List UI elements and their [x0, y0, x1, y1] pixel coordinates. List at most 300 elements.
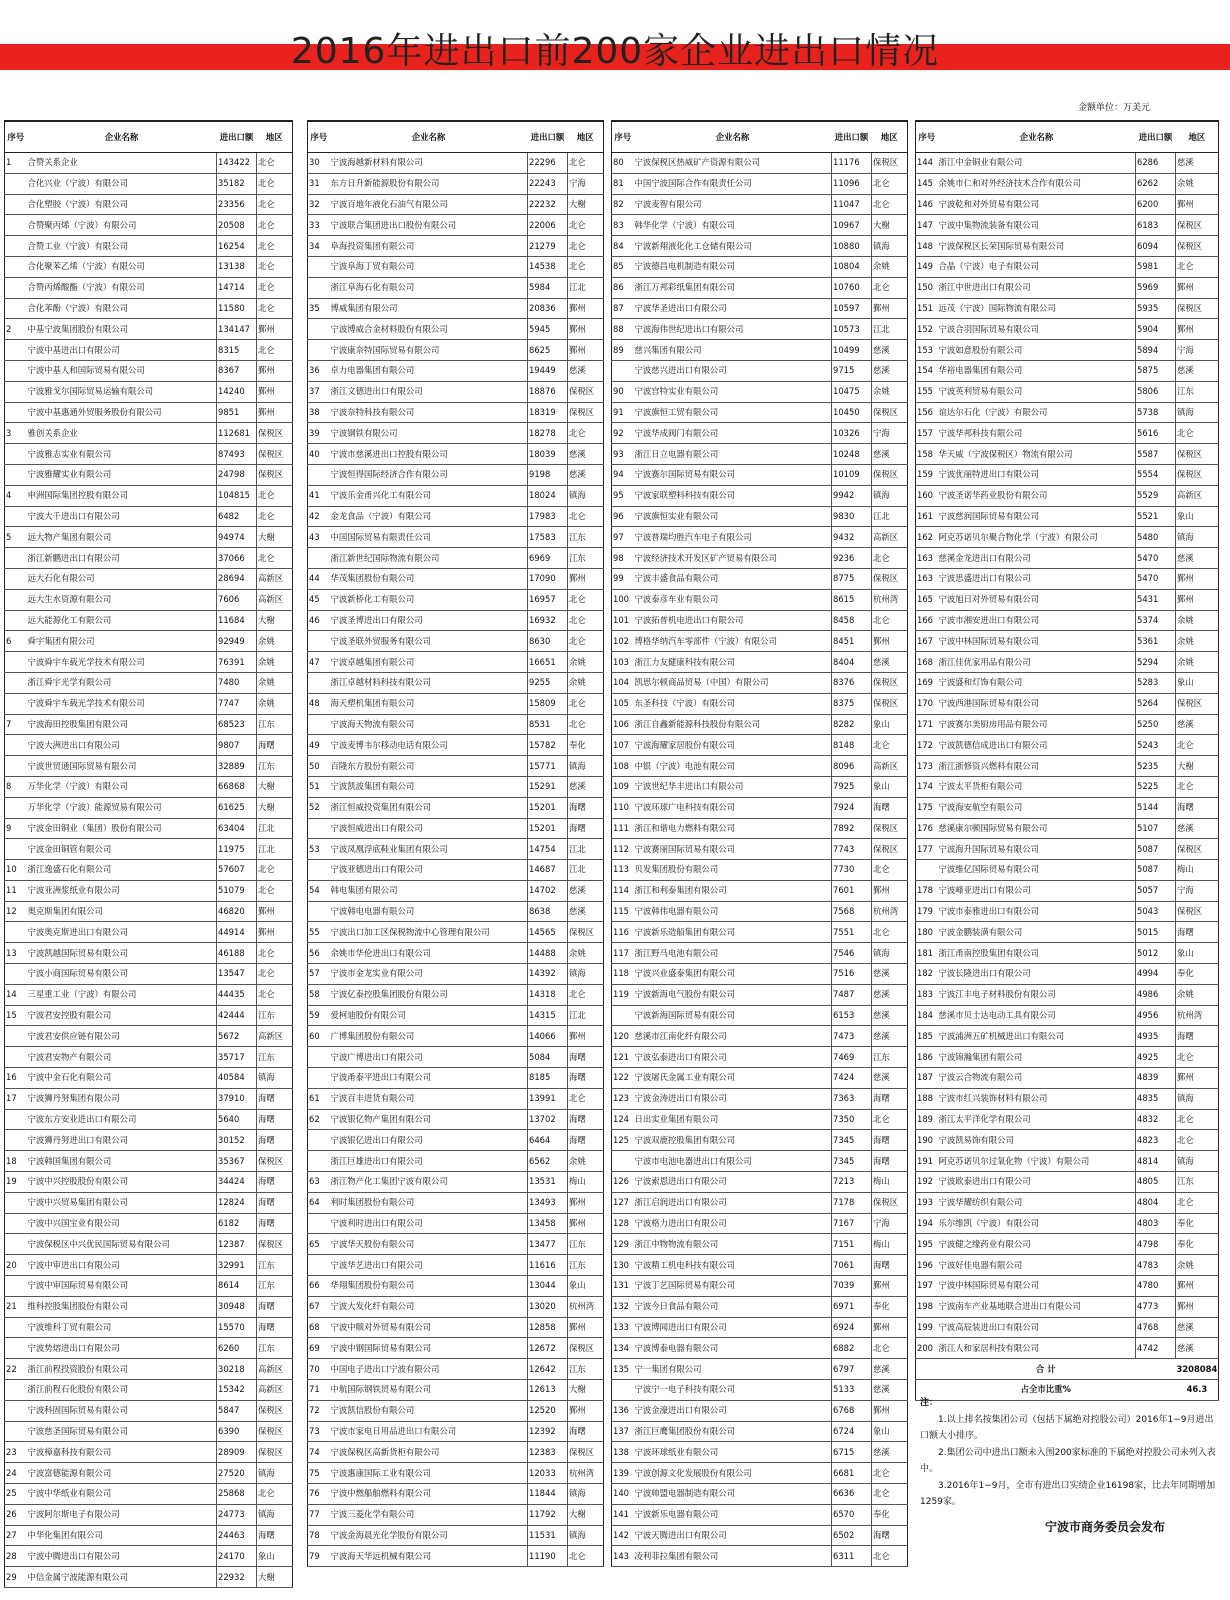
company-cell: 合化聚苯乙烯（宁波）有限公司	[27, 256, 217, 277]
company-cell: 宁波市慈溪进出口控股有限公司	[330, 444, 528, 465]
company-cell: 浙江恒威投资集团有限公司	[330, 797, 528, 818]
value-cell: 5057	[1136, 880, 1176, 901]
region-cell: 慈溪	[872, 1442, 908, 1463]
value-cell: 25868	[217, 1484, 257, 1505]
region-cell: 慈溪	[568, 901, 604, 922]
value-cell: 4783	[1136, 1255, 1176, 1276]
rank-cell	[5, 506, 27, 527]
rank-cell: 154	[916, 360, 938, 381]
value-cell: 4839	[1136, 1068, 1176, 1089]
rank-cell: 192	[916, 1172, 938, 1193]
value-cell: 13138	[217, 256, 257, 277]
table-row	[308, 319, 604, 340]
rank-cell	[5, 402, 27, 423]
value-cell: 12387	[217, 1234, 257, 1255]
value-cell: 27520	[217, 1463, 257, 1484]
region-cell: 余姚	[1176, 631, 1219, 652]
value-cell: 8282	[832, 714, 872, 735]
company-cell: 远大能源化工有限公司	[27, 610, 217, 631]
rank-cell: 167	[916, 631, 938, 652]
table-row	[612, 818, 908, 839]
region-cell: 北仑	[1176, 735, 1219, 756]
region-cell: 江北	[568, 839, 604, 860]
company-cell: 宁波中金石化有限公司	[27, 1068, 217, 1089]
region-cell: 宁海	[568, 173, 604, 194]
rank-cell	[5, 568, 27, 589]
table-row	[308, 776, 604, 797]
region-cell: 奉化	[872, 1504, 908, 1525]
region-cell: 高新区	[257, 589, 293, 610]
region-cell: 慈溪	[872, 360, 908, 381]
region-cell: 保税区	[1176, 298, 1219, 319]
region-cell: 余姚	[568, 1151, 604, 1172]
value-cell: 24170	[217, 1546, 257, 1567]
table-row	[5, 1172, 293, 1193]
region-cell: 保税区	[872, 818, 908, 839]
rank-cell	[916, 860, 938, 881]
rank-cell: 81	[612, 173, 634, 194]
rank-cell: 21	[5, 1296, 27, 1317]
value-cell: 11792	[528, 1504, 568, 1525]
rank-cell: 83	[612, 215, 634, 236]
table-row	[5, 943, 293, 964]
value-cell: 24773	[217, 1504, 257, 1525]
company-cell: 万华化学（宁波）有限公司	[27, 776, 217, 797]
company-cell: 宁波市金龙实业有限公司	[330, 964, 528, 985]
rank-cell	[5, 381, 27, 402]
table-row	[308, 901, 604, 922]
table-row	[612, 1026, 908, 1047]
table-row	[308, 756, 604, 777]
rank-cell: 120	[612, 1026, 634, 1047]
value-cell: 7424	[832, 1068, 872, 1089]
company-cell: 宁波云合物流有限公司	[938, 1068, 1136, 1089]
table-row	[5, 1255, 293, 1276]
company-cell: 宁波小商国际贸易有限公司	[27, 964, 217, 985]
table-row	[612, 652, 908, 673]
value-cell: 92949	[217, 631, 257, 652]
value-cell: 14538	[528, 256, 568, 277]
value-cell: 5894	[1136, 340, 1176, 361]
table-row	[308, 1380, 604, 1401]
table-row	[916, 319, 1219, 340]
company-cell: 宁波健之缘药业有限公司	[938, 1234, 1136, 1255]
company-cell: 宁波雅志实业有限公司	[27, 444, 217, 465]
header-name: 企业名称	[938, 121, 1136, 153]
company-cell: 宁波凯德信成进出口有限公司	[938, 735, 1136, 756]
table-row	[612, 485, 908, 506]
region-cell: 保税区	[872, 153, 908, 174]
rank-cell	[5, 1130, 27, 1151]
rank-cell: 1	[5, 153, 27, 174]
region-cell: 北仑	[257, 860, 293, 881]
table-row	[308, 880, 604, 901]
value-cell: 6768	[832, 1400, 872, 1421]
region-cell: 镇海	[257, 1463, 293, 1484]
table-row	[308, 1463, 604, 1484]
rank-cell	[308, 714, 330, 735]
header-value: 进出口额	[832, 121, 872, 153]
value-cell: 15771	[528, 756, 568, 777]
company-cell: 宁波新海国际贸易有限公司	[634, 1005, 832, 1026]
company-cell: 宁波海耀家居股份有限公司	[634, 735, 832, 756]
table-row	[612, 527, 908, 548]
table-row	[612, 1463, 908, 1484]
company-cell: 宁波宁一电子科技有限公司	[634, 1380, 832, 1401]
company-cell: 宁波君安物产有限公司	[27, 1047, 217, 1068]
region-cell: 江东	[872, 1047, 908, 1068]
rank-cell: 174	[916, 776, 938, 797]
rank-cell: 42	[308, 506, 330, 527]
table-row	[916, 631, 1219, 652]
table-row	[612, 548, 908, 569]
rank-cell: 28	[5, 1546, 27, 1567]
table-row	[308, 1504, 604, 1525]
region-cell: 江东	[568, 1234, 604, 1255]
value-cell: 9432	[832, 527, 872, 548]
region-cell: 海曙	[872, 797, 908, 818]
rank-cell: 99	[612, 568, 634, 589]
rank-cell: 136	[612, 1400, 634, 1421]
region-cell: 北仑	[1176, 776, 1219, 797]
rank-cell: 149	[916, 256, 938, 277]
value-cell: 22232	[528, 194, 568, 215]
company-cell: 宁波索恩进出口有限公司	[634, 1172, 832, 1193]
value-cell: 14318	[528, 984, 568, 1005]
header-no: 序号	[612, 121, 634, 153]
region-cell: 大榭	[257, 527, 293, 548]
table-row	[5, 444, 293, 465]
region-cell: 保税区	[568, 1338, 604, 1359]
rank-cell: 124	[612, 1109, 634, 1130]
region-cell: 江东	[1176, 1172, 1219, 1193]
region-cell: 镇海	[872, 485, 908, 506]
value-cell: 37910	[217, 1088, 257, 1109]
table-column-2	[307, 120, 604, 1567]
region-cell: 保税区	[1176, 215, 1219, 236]
table-row	[916, 215, 1219, 236]
region-cell: 保税区	[1176, 901, 1219, 922]
rank-cell: 162	[916, 527, 938, 548]
value-cell: 6390	[217, 1421, 257, 1442]
value-cell: 6681	[832, 1463, 872, 1484]
table-row	[612, 506, 908, 527]
table-row	[612, 1442, 908, 1463]
company-cell: 宁波恒威进出口有限公司	[330, 818, 528, 839]
rank-cell: 31	[308, 173, 330, 194]
rank-cell: 125	[612, 1130, 634, 1151]
company-cell: 宁波中兴控股股份有限公司	[27, 1172, 217, 1193]
value-cell: 9236	[832, 548, 872, 569]
rank-cell: 133	[612, 1317, 634, 1338]
rank-cell: 168	[916, 652, 938, 673]
company-cell: 宁波金田铜管有限公司	[27, 839, 217, 860]
value-cell: 14240	[217, 381, 257, 402]
region-cell: 江北	[568, 1005, 604, 1026]
rank-cell	[5, 1234, 27, 1255]
value-cell: 14392	[528, 964, 568, 985]
company-cell: 宁波大千进出口有限公司	[27, 506, 217, 527]
region-cell: 北仑	[872, 860, 908, 881]
region-cell: 梅山	[872, 1234, 908, 1255]
rank-cell: 113	[612, 860, 634, 881]
company-cell: 中信金属宁波能源有限公司	[27, 1567, 217, 1588]
table-row	[5, 589, 293, 610]
company-cell: 宁波世贸通国际贸易有限公司	[27, 756, 217, 777]
rank-cell: 106	[612, 714, 634, 735]
region-cell: 北仑	[568, 506, 604, 527]
region-cell: 余姚	[1176, 652, 1219, 673]
company-cell: 申洲国际集团控股有限公司	[27, 485, 217, 506]
value-cell: 4742	[1136, 1338, 1176, 1359]
rank-cell: 43	[308, 527, 330, 548]
region-cell: 慈溪	[872, 1359, 908, 1380]
region-cell: 慈溪	[568, 464, 604, 485]
company-cell: 宁波华耀纺织有限公司	[938, 1192, 1136, 1213]
region-cell: 北仑	[872, 735, 908, 756]
region-cell: 江北	[568, 277, 604, 298]
company-cell: 宁波旗恒工贸有限公司	[634, 402, 832, 423]
region-cell: 保税区	[1176, 236, 1219, 257]
rank-cell: 17	[5, 1088, 27, 1109]
company-cell: 宁波华成阀门有限公司	[634, 423, 832, 444]
value-cell: 14565	[528, 922, 568, 943]
rank-cell: 101	[612, 610, 634, 631]
region-cell: 鄞州	[872, 1276, 908, 1297]
company-cell: 宁波舜宇车载光学技术有限公司	[27, 693, 217, 714]
region-cell: 保税区	[257, 423, 293, 444]
table-header-row	[5, 121, 293, 153]
region-cell: 海曙	[872, 1255, 908, 1276]
company-cell: 谊达尔石化（宁波）有限公司	[938, 402, 1136, 423]
region-cell: 高新区	[257, 1026, 293, 1047]
table-row	[5, 1234, 293, 1255]
value-cell: 8614	[217, 1276, 257, 1297]
value-cell: 87493	[217, 444, 257, 465]
company-cell: 浙江中金铜业有限公司	[938, 153, 1136, 174]
region-cell: 慈溪	[872, 984, 908, 1005]
company-cell: 远茂（宁波）国际物流有限公司	[938, 298, 1136, 319]
company-cell: 百隆东方股份有限公司	[330, 756, 528, 777]
rank-cell: 146	[916, 194, 938, 215]
region-cell: 鄞州	[1176, 589, 1219, 610]
region-cell: 宁海	[1176, 880, 1219, 901]
value-cell: 4986	[1136, 984, 1176, 1005]
rank-cell: 134	[612, 1338, 634, 1359]
value-cell: 8638	[528, 901, 568, 922]
region-cell: 余姚	[257, 693, 293, 714]
value-cell: 11096	[832, 173, 872, 194]
rank-cell: 100	[612, 589, 634, 610]
region-cell: 余姚	[568, 943, 604, 964]
table-row	[5, 194, 293, 215]
company-cell: 浙江阜海石化有限公司	[330, 277, 528, 298]
value-cell: 10760	[832, 277, 872, 298]
rank-cell: 10	[5, 860, 27, 881]
company-cell: 宁波市湘安进出口有限公司	[938, 610, 1136, 631]
rank-cell: 158	[916, 444, 938, 465]
table-row	[308, 381, 604, 402]
value-cell: 7167	[832, 1213, 872, 1234]
rank-cell: 12	[5, 901, 27, 922]
company-cell: 宁波中基人和国际贸易有限公司	[27, 360, 217, 381]
rank-cell	[5, 1192, 27, 1213]
note-item: 2.集团公司中进出口额未入围200家标准的下属绝对控股公司未列入表中。	[920, 1448, 1216, 1474]
region-cell: 象山	[1176, 943, 1219, 964]
rank-cell: 26	[5, 1504, 27, 1525]
value-cell: 34424	[217, 1172, 257, 1193]
rank-cell: 85	[612, 256, 634, 277]
table-row	[5, 964, 293, 985]
value-cell: 10967	[832, 215, 872, 236]
region-cell: 镇海	[568, 964, 604, 985]
table-row	[5, 1068, 293, 1089]
value-cell: 4780	[1136, 1276, 1176, 1297]
company-cell: 合化兴业（宁波）有限公司	[27, 173, 217, 194]
company-cell: 宁波中集物流装备有限公司	[938, 215, 1136, 236]
company-cell: 宁波中燃船舶燃料有限公司	[330, 1484, 528, 1505]
value-cell: 6882	[832, 1338, 872, 1359]
table-row	[916, 256, 1219, 277]
value-cell: 10326	[832, 423, 872, 444]
table-row	[5, 1484, 293, 1505]
rank-cell: 16	[5, 1068, 27, 1089]
company-cell: 浙江佳优家用品有限公司	[938, 652, 1136, 673]
value-cell: 9255	[528, 672, 568, 693]
rank-cell: 46	[308, 610, 330, 631]
rank-cell: 170	[916, 693, 938, 714]
table-row	[308, 1546, 604, 1567]
company-cell: 宁波亚洲浆纸业有限公司	[27, 880, 217, 901]
value-cell: 6724	[832, 1421, 872, 1442]
rank-cell: 30	[308, 153, 330, 174]
rank-cell: 76	[308, 1484, 330, 1505]
value-cell: 4835	[1136, 1088, 1176, 1109]
table-row	[612, 860, 908, 881]
value-cell: 4803	[1136, 1213, 1176, 1234]
region-cell: 北仑	[257, 943, 293, 964]
value-cell: 15201	[528, 818, 568, 839]
value-cell: 8367	[217, 360, 257, 381]
table-row	[308, 1442, 604, 1463]
value-cell: 44435	[217, 984, 257, 1005]
rank-cell: 64	[308, 1192, 330, 1213]
company-cell: 宁波科固国际贸易有限公司	[27, 1400, 217, 1421]
region-cell: 海曙	[257, 735, 293, 756]
table-row	[612, 776, 908, 797]
table-row	[308, 215, 604, 236]
value-cell: 6562	[528, 1151, 568, 1172]
table-row	[5, 1192, 293, 1213]
company-cell: 凯思尔顿商品贸易（中国）有限公司	[634, 672, 832, 693]
value-cell: 22243	[528, 173, 568, 194]
table-row	[916, 298, 1219, 319]
value-cell: 7345	[832, 1151, 872, 1172]
rank-cell	[5, 589, 27, 610]
company-cell: 宁波中林国际贸易有限公司	[938, 631, 1136, 652]
region-cell: 北仑	[1176, 1192, 1219, 1213]
region-cell: 北仑	[568, 589, 604, 610]
table-row	[612, 153, 908, 174]
table-row	[612, 693, 908, 714]
region-cell: 鄞州	[257, 901, 293, 922]
value-cell: 5587	[1136, 444, 1176, 465]
rank-cell: 59	[308, 1005, 330, 1026]
value-cell: 5521	[1136, 506, 1176, 527]
region-cell: 鄞州	[568, 319, 604, 340]
rank-cell: 140	[612, 1484, 634, 1505]
rank-cell	[5, 277, 27, 298]
rank-cell	[612, 360, 634, 381]
value-cell: 5250	[1136, 714, 1176, 735]
rank-cell: 92	[612, 423, 634, 444]
company-cell: 宁波博闻进出口有限公司	[634, 1317, 832, 1338]
region-cell: 鄞州	[872, 631, 908, 652]
header-region: 地区	[872, 121, 908, 153]
table-row	[612, 589, 908, 610]
company-cell: 博格华纳汽车零部件（宁波）有限公司	[634, 631, 832, 652]
rank-cell: 161	[916, 506, 938, 527]
region-cell: 大榭	[1176, 756, 1219, 777]
table-row	[5, 1442, 293, 1463]
rank-cell: 55	[308, 922, 330, 943]
region-cell: 北仑	[872, 277, 908, 298]
rank-cell: 39	[308, 423, 330, 444]
value-cell: 7151	[832, 1234, 872, 1255]
rank-cell	[5, 1400, 27, 1421]
company-cell: 宁波圣联外贸服务有限公司	[330, 631, 528, 652]
company-cell: 浙江自鑫新能源科技股份有限公司	[634, 714, 832, 735]
table-row	[308, 402, 604, 423]
company-cell: 余姚市仁和对外经济技术合作有限公司	[938, 173, 1136, 194]
region-cell: 大榭	[568, 1380, 604, 1401]
value-cell: 21279	[528, 236, 568, 257]
rank-cell: 165	[916, 589, 938, 610]
table-header-row	[308, 121, 604, 153]
header-value: 进出口额	[528, 121, 568, 153]
region-cell: 鄞州	[872, 1400, 908, 1421]
company-cell: 浙江和利泰集团有限公司	[634, 880, 832, 901]
header-no: 序号	[916, 121, 938, 153]
table-row	[5, 153, 293, 174]
region-cell: 北仑	[872, 610, 908, 631]
rank-cell	[5, 464, 27, 485]
table-row	[612, 922, 908, 943]
table-row	[308, 1026, 604, 1047]
table-row	[5, 776, 293, 797]
rank-cell	[5, 1213, 27, 1234]
value-cell: 66868	[217, 776, 257, 797]
region-cell: 海曙	[568, 1130, 604, 1151]
company-cell: 浙江舜宇光学有限公司	[27, 672, 217, 693]
value-cell: 5225	[1136, 776, 1176, 797]
company-cell: 宁波保税区长荣国际贸易有限公司	[938, 236, 1136, 257]
region-cell: 海曙	[257, 1109, 293, 1130]
table-row	[5, 1463, 293, 1484]
table-row	[916, 756, 1219, 777]
header-no: 序号	[5, 121, 27, 153]
region-cell: 海曙	[568, 1109, 604, 1130]
rank-cell	[308, 1151, 330, 1172]
region-cell: 鄞州	[257, 360, 293, 381]
region-cell: 鄞州	[568, 1317, 604, 1338]
rank-cell	[308, 672, 330, 693]
region-cell: 北仑	[257, 964, 293, 985]
company-cell: 宁波泰彦车业有限公司	[634, 589, 832, 610]
region-cell: 鄞州	[568, 1026, 604, 1047]
company-cell: 宁波家联塑料科技有限公司	[634, 485, 832, 506]
company-cell: 浙江启润进出口有限公司	[634, 1192, 832, 1213]
